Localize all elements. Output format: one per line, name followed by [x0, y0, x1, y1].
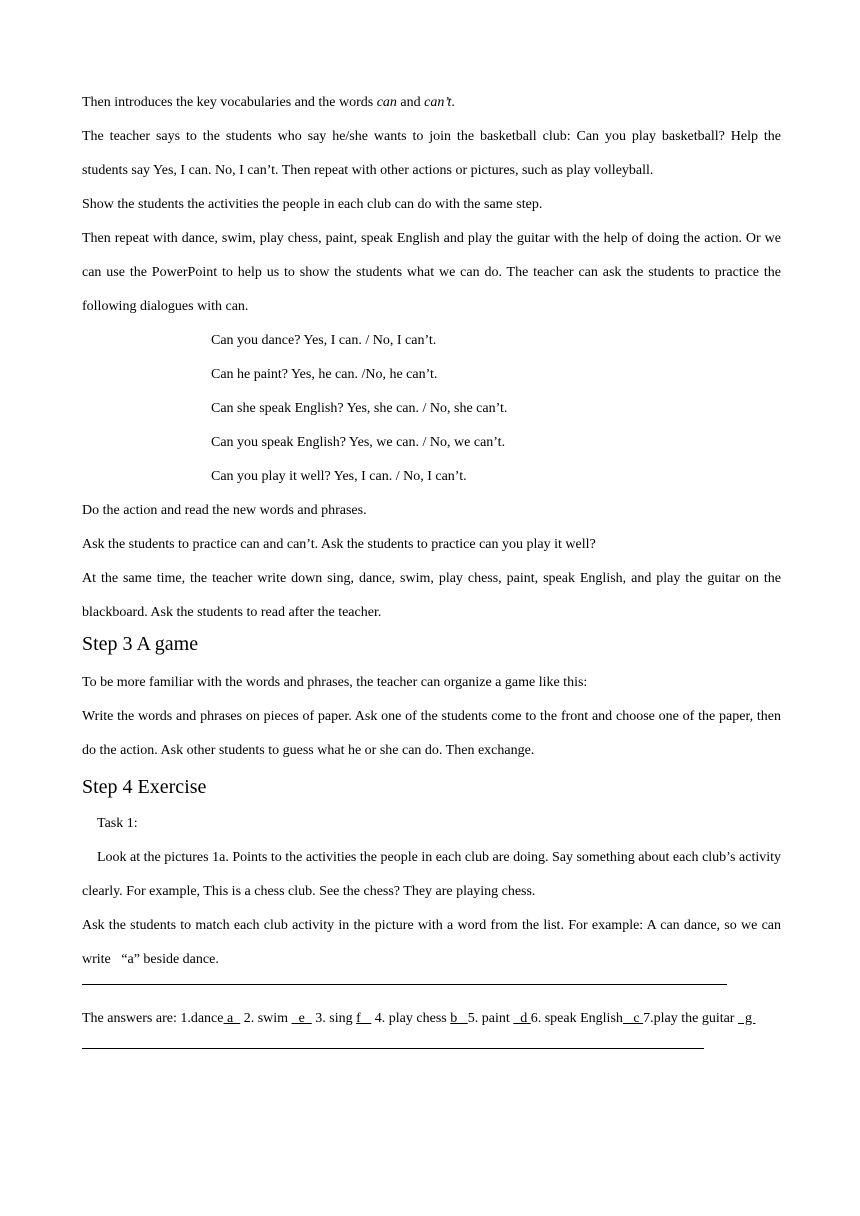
document-page [82, 86, 781, 1049]
answer-after: 2. swim [240, 1011, 292, 1026]
task-label: Task 1: [97, 816, 138, 831]
paragraph-do-action: Do the action and read the new words and phrases. [82, 503, 367, 518]
paragraph-basketball: The teacher says to the students who say he/she wants to join the basketball club: Can you play basketball? Help the students say Yes, I can. No, I can’t. Then repeat with other actions or pictures, such as play volleyball. [82, 129, 781, 178]
paragraph-show-activities: Show the students the activities the people in each club can do with the same step. [82, 197, 543, 212]
intro-paragraph [82, 86, 781, 120]
answer-after: 5. paint [467, 1011, 514, 1026]
dialogue-line: Can you play it well? Yes, I can. / No, I can’t. [211, 469, 467, 484]
answer-blank: c [622, 1011, 644, 1026]
dialogue-line: Can he paint? Yes, he can. /No, he can’t. [211, 367, 438, 382]
paragraph-blackboard: At the same time, the teacher write down sing, dance, swim, play chess, paint, speak English, and play the guitar on the blackboard. Ask the students to read after the teacher. [82, 571, 781, 620]
answer-blank: f [356, 1011, 372, 1026]
divider-line [82, 1048, 704, 1049]
step3-paragraph: To be more familiar with the words and phrases, the teacher can organize a game like this: [82, 675, 588, 690]
step4-heading: Step 4 Exercise [82, 776, 207, 798]
dialogue-line: Can she speak English? Yes, she can. / No, she can’t. [211, 401, 508, 416]
divider-line [82, 984, 727, 985]
answer-after: 4. play chess [371, 1011, 451, 1026]
step3-paragraph: Write the words and phrases on pieces of paper. Ask one of the students come to the front and choose one of the paper, then do the action. Ask other students to guess what he or she can do. Then exchange. [82, 709, 781, 758]
answer-blank: g [737, 1011, 756, 1026]
step3-heading: Step 3 A game [82, 633, 199, 655]
paragraph-repeat-actions: Then repeat with dance, swim, play chess, paint, speak English and play the guitar with the help of doing the action. Or we can use the PowerPoint to help us to show the students what we can do. The teacher can ask the students to practice the following dialogues with can. [82, 231, 781, 314]
intro-text-end: . [451, 95, 455, 110]
answer-after: 7.play the guitar [643, 1011, 738, 1026]
intro-word-cant: can’t [424, 95, 452, 110]
answers-paragraph [82, 1002, 781, 1036]
paragraph-practice-can: Ask the students to practice can and can’t. Ask the students to practice can you play it well? [82, 537, 596, 552]
dialogue-line: Can you speak English? Yes, we can. / No, we can’t. [211, 435, 506, 450]
task-paragraph: Look at the pictures 1a. Points to the activities the people in each club are doing. Say something about each club’s activity clearly. For example, This is a chess club. See the chess? They are playing chess. [82, 850, 781, 899]
dialogue-line: Can you dance? Yes, I can. / No, I can’t. [211, 333, 437, 348]
match-paragraph: Ask the students to match each club activity in the picture with a word from the list. For example: A can dance, so we can write “a” beside dance. [82, 918, 781, 967]
answer-blank: a [223, 1011, 241, 1026]
answers-prefix: The answers are: [82, 1011, 181, 1026]
intro-word-can: can [376, 95, 397, 110]
answer-blank: b [450, 1011, 468, 1026]
answer-after: 3. sing [311, 1011, 357, 1026]
answer-after: 6. speak English [530, 1011, 623, 1026]
answer-blank: e [291, 1011, 312, 1026]
intro-text: Then introduces the key vocabularies and the words [82, 95, 377, 110]
answer-blank: d [513, 1011, 531, 1026]
intro-text-and: and [396, 95, 425, 110]
answer-label: 1.dance [180, 1011, 224, 1026]
